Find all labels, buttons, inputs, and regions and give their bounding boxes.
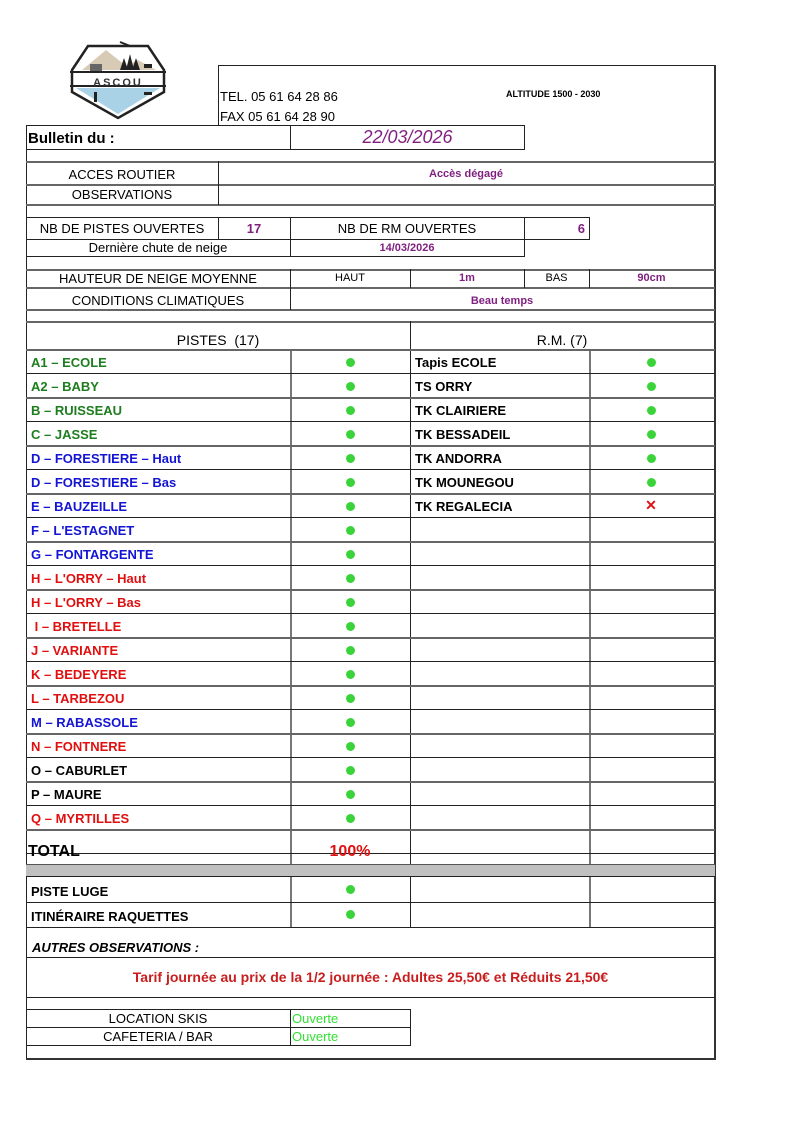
rm-name: TK REGALECIA	[415, 499, 513, 514]
piste-name: H – L'ORRY – Bas	[31, 595, 142, 610]
piste-name: A2 – BABY	[31, 379, 99, 394]
divider	[26, 217, 590, 218]
piste-name: J – VARIANTE	[31, 643, 119, 658]
pistes-header: PISTES (17)	[176, 332, 260, 348]
row-divider	[26, 902, 715, 903]
divider	[26, 997, 715, 998]
row-divider	[26, 421, 715, 422]
row-divider	[26, 397, 715, 399]
green-dot-icon	[346, 742, 355, 751]
row-divider	[26, 445, 715, 447]
autres-observations-label: AUTRES OBSERVATIONS :	[32, 940, 200, 955]
row-divider	[26, 829, 715, 831]
derniere-chute-value: 14/03/2026	[379, 242, 435, 254]
row-divider	[26, 613, 715, 614]
divider	[26, 1027, 411, 1028]
bas-value: 90cm	[637, 272, 666, 284]
logo-text: ASCOU	[93, 77, 143, 89]
green-dot-icon	[346, 550, 355, 559]
green-dot-icon	[346, 670, 355, 679]
green-dot-icon	[346, 718, 355, 727]
rm-ouvertes-value: 6	[577, 221, 585, 236]
green-dot-icon	[647, 358, 656, 367]
green-dot-icon	[346, 598, 355, 607]
green-dot-icon	[346, 358, 355, 367]
green-dot-icon	[346, 646, 355, 655]
row-divider	[26, 541, 715, 543]
green-dot-icon	[346, 766, 355, 775]
row-divider	[26, 781, 715, 783]
green-dot-icon	[647, 478, 656, 487]
piste-name: K – BEDEYERE	[31, 667, 127, 682]
piste-name: E – BAUZEILLE	[31, 499, 128, 514]
green-dot-icon	[346, 574, 355, 583]
green-dot-icon	[647, 406, 656, 415]
rm-name: Tapis ECOLE	[415, 355, 497, 370]
piste-name: A1 – ECOLE	[31, 355, 107, 370]
green-dot-icon	[346, 910, 355, 919]
row-divider	[26, 493, 715, 495]
green-dot-icon	[346, 790, 355, 799]
green-dot-icon	[346, 885, 355, 894]
piste-name: I – BRETELLE	[31, 619, 122, 634]
rm-name: TS ORRY	[415, 379, 473, 394]
row-divider	[26, 565, 715, 566]
piste-name: N – FONTNERE	[31, 739, 127, 754]
total-value: 100%	[329, 843, 371, 860]
observation-text: Tarif journée au prix de la 1/2 journée : Adultes 25,50€ et Réduits 21,50€	[132, 969, 609, 985]
row-divider	[26, 757, 715, 758]
divider	[26, 957, 715, 958]
bulletin-label: Bulletin du :	[28, 130, 115, 147]
bas-label: BAS	[545, 272, 568, 284]
piste-name: H – L'ORRY – Haut	[31, 571, 147, 586]
service-status: Ouverte	[292, 1029, 339, 1044]
row-divider	[26, 805, 715, 806]
green-dot-icon	[647, 382, 656, 391]
row-divider	[26, 373, 715, 374]
green-dot-icon	[346, 478, 355, 487]
rm-name: TK MOUNEGOU	[415, 475, 514, 490]
divider	[26, 287, 715, 289]
divider	[410, 321, 411, 928]
piste-name: Q – MYRTILLES	[31, 811, 130, 826]
divider	[26, 256, 525, 257]
service-name: CAFETERIA / BAR	[103, 1029, 213, 1044]
altitude-label: ALTITUDE 1500 - 2030	[506, 89, 601, 99]
divider	[26, 161, 715, 163]
rm-header: R.M. (7)	[536, 332, 588, 348]
row-divider	[26, 637, 715, 639]
row-divider	[26, 733, 715, 735]
acces-routier-label: ACCES ROUTIER	[68, 167, 176, 182]
piste-name: O – CABURLET	[31, 763, 128, 778]
row-divider	[26, 469, 715, 470]
conditions-label: CONDITIONS CLIMATIQUES	[71, 293, 245, 308]
green-dot-icon	[647, 454, 656, 463]
row-divider	[26, 349, 715, 351]
green-dot-icon	[346, 382, 355, 391]
frame-top	[218, 65, 715, 66]
hauteur-label: HAUTEUR DE NEIGE MOYENNE	[59, 271, 257, 286]
frame-left	[26, 125, 27, 1059]
row-divider	[26, 709, 715, 710]
pistes-ouvertes-label: NB DE PISTES OUVERTES	[39, 221, 205, 236]
total-label: TOTAL	[28, 843, 80, 860]
haut-value: 1m	[459, 272, 475, 284]
green-dot-icon	[346, 526, 355, 535]
piste-name: D – FORESTIERE – Haut	[31, 451, 182, 466]
frame-right	[714, 65, 716, 1059]
green-dot-icon	[346, 814, 355, 823]
piste-name: G – FONTARGENTE	[31, 547, 154, 562]
observations-label: OBSERVATIONS	[71, 187, 173, 202]
derniere-chute-label: Dernière chute de neige	[88, 240, 228, 255]
piste-name: L – TARBEZOU	[31, 691, 125, 706]
acces-routier-value: Accès dégagé	[429, 168, 503, 180]
green-dot-icon	[346, 502, 355, 511]
conditions-value: Beau temps	[470, 295, 534, 307]
divider	[26, 309, 715, 311]
piste-name: P – MAURE	[31, 787, 102, 802]
row-divider	[26, 517, 715, 518]
green-dot-icon	[346, 454, 355, 463]
rm-ouvertes-label: NB DE RM OUVERTES	[337, 221, 477, 236]
row-divider	[26, 661, 715, 662]
piste-name: D – FORESTIERE – Bas	[31, 475, 177, 490]
divider	[589, 217, 590, 239]
rm-name: TK BESSADEIL	[415, 427, 511, 442]
piste-name: B – RUISSEAU	[31, 403, 123, 418]
separator-row	[26, 864, 715, 877]
green-dot-icon	[346, 406, 355, 415]
extra-name: PISTE LUGE	[31, 884, 109, 899]
frame-left-upper	[218, 65, 219, 125]
divider	[26, 321, 715, 323]
pistes-ouvertes-value: 17	[246, 221, 262, 236]
service-name: LOCATION SKIS	[108, 1011, 208, 1026]
extra-name: ITINÉRAIRE RAQUETTES	[31, 909, 189, 924]
bulletin-date: 22/03/2026	[362, 127, 453, 147]
service-status: Ouverte	[292, 1011, 339, 1026]
divider	[26, 927, 715, 928]
fax-number: FAX 05 61 64 28 90	[220, 109, 335, 124]
green-dot-icon	[647, 430, 656, 439]
divider	[26, 184, 715, 186]
row-divider	[26, 685, 715, 687]
green-dot-icon	[346, 622, 355, 631]
tel-number: TEL. 05 61 64 28 86	[220, 89, 338, 104]
divider	[290, 1009, 291, 1046]
frame-bottom	[26, 1058, 716, 1060]
haut-label: HAUT	[335, 272, 365, 284]
green-dot-icon	[346, 694, 355, 703]
piste-name: F – L'ESTAGNET	[31, 523, 135, 538]
red-cross-icon: ✕	[645, 497, 657, 513]
green-dot-icon	[346, 430, 355, 439]
row-divider	[26, 589, 715, 591]
piste-name: M – RABASSOLE	[31, 715, 138, 730]
divider	[26, 204, 715, 206]
rm-name: TK CLAIRIERE	[415, 403, 506, 418]
piste-name: C – JASSE	[31, 427, 98, 442]
rm-name: TK ANDORRA	[415, 451, 502, 466]
